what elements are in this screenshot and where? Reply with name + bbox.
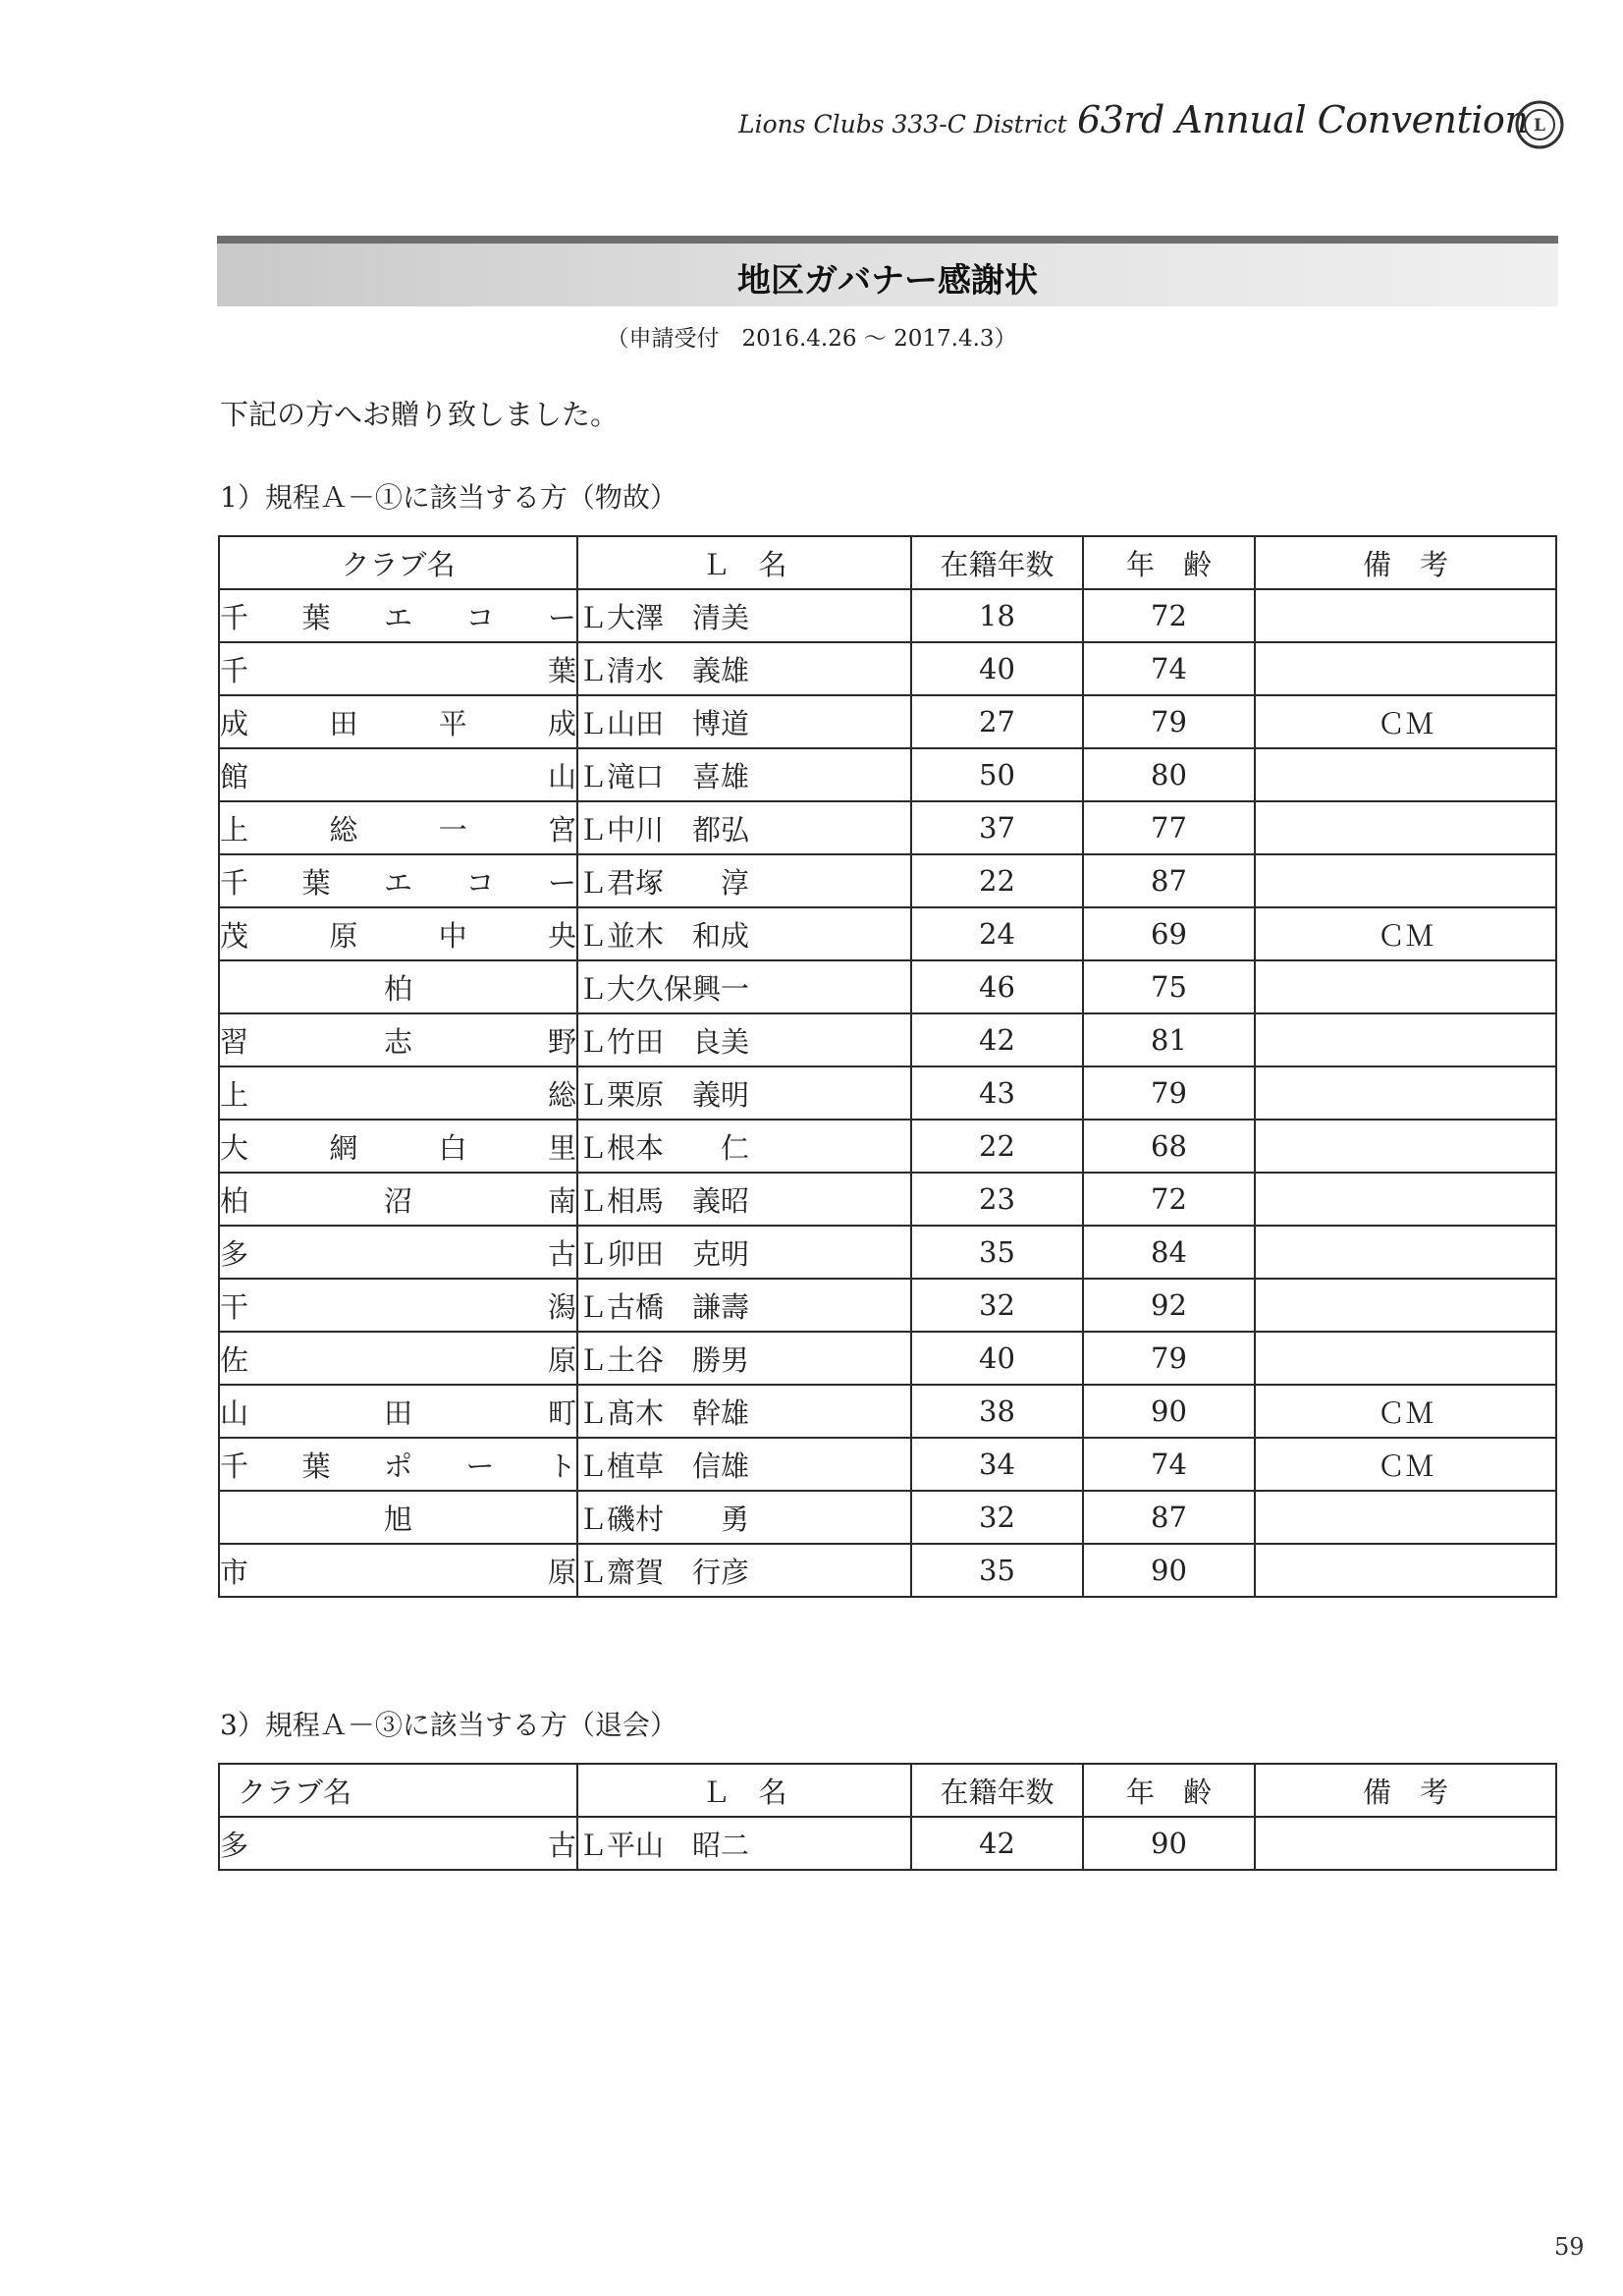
header-years: 在籍年数 — [911, 1764, 1083, 1817]
table-row — [219, 1173, 1556, 1226]
club-name: 茂 原 中 央 — [220, 918, 576, 953]
intro-text: 下記の方へお贈り致しました。 — [220, 398, 620, 431]
years-enrolled: 37 — [911, 801, 1083, 854]
note: ＣＭ — [1255, 1438, 1556, 1491]
age: 84 — [1083, 1226, 1255, 1279]
club-name: 山 田 町 — [220, 1395, 576, 1430]
member-name: Ｌ栗原 義明 — [577, 1066, 911, 1120]
header-name: Ｌ 名 — [577, 536, 911, 589]
note — [1255, 801, 1556, 854]
club-name: 千 葉 エ コ ー — [220, 865, 576, 900]
member-name: Ｌ相馬 義昭 — [577, 1173, 911, 1226]
table-row — [219, 1120, 1556, 1173]
years-enrolled: 43 — [911, 1066, 1083, 1120]
age: 72 — [1083, 589, 1255, 642]
note — [1255, 1013, 1556, 1066]
club-name-cell — [219, 695, 577, 748]
section3-heading: 3）規程Ａ－③に該当する方（退会） — [220, 1709, 677, 1741]
header-age: 年 齢 — [1083, 1764, 1255, 1817]
age: 74 — [1083, 1438, 1255, 1491]
header-name: Ｌ 名 — [577, 1764, 911, 1817]
club-name-cell — [219, 1226, 577, 1279]
table-row — [219, 1491, 1556, 1544]
note — [1255, 960, 1556, 1013]
header-note: 備 考 — [1255, 536, 1556, 589]
member-name: Ｌ竹田 良美 — [577, 1013, 911, 1066]
years-enrolled: 40 — [911, 642, 1083, 695]
years-enrolled: 38 — [911, 1385, 1083, 1438]
age: 68 — [1083, 1120, 1255, 1173]
member-name: Ｌ磯村 勇 — [577, 1491, 911, 1544]
note — [1255, 748, 1556, 801]
note — [1255, 589, 1556, 642]
table-row — [219, 1226, 1556, 1279]
table-row — [219, 1817, 1556, 1870]
note — [1255, 1544, 1556, 1597]
years-enrolled: 42 — [911, 1817, 1083, 1870]
table-row — [219, 960, 1556, 1013]
age: 92 — [1083, 1279, 1255, 1332]
club-name: 柏 — [383, 971, 412, 1006]
member-name: Ｌ植草 信雄 — [577, 1438, 911, 1491]
lions-club-emblem-icon — [1515, 100, 1564, 149]
age: 69 — [1083, 907, 1255, 960]
age: 87 — [1083, 854, 1255, 907]
years-enrolled: 50 — [911, 748, 1083, 801]
club-name-cell — [219, 1491, 577, 1544]
club-name-cell — [219, 748, 577, 801]
club-name: 千 葉 エ コ ー — [220, 600, 576, 634]
club-name: 習 志 野 — [220, 1024, 576, 1059]
club-name-cell — [219, 854, 577, 907]
table-row — [219, 589, 1556, 642]
member-name: Ｌ平山 昭二 — [577, 1817, 911, 1870]
note — [1255, 1491, 1556, 1544]
age: 90 — [1083, 1385, 1255, 1438]
club-name: 上 総 一 宮 — [220, 812, 576, 847]
header-years: 在籍年数 — [911, 536, 1083, 589]
club-name-cell — [219, 1279, 577, 1332]
club-name: 旭 — [383, 1502, 412, 1536]
years-enrolled: 34 — [911, 1438, 1083, 1491]
page-title: 地区ガバナー感謝状 — [737, 261, 1038, 301]
club-name: 多 古 — [220, 1828, 576, 1862]
note: ＣＭ — [1255, 1385, 1556, 1438]
club-name-cell — [219, 1544, 577, 1597]
club-name-cell — [219, 960, 577, 1013]
club-name-cell — [219, 1385, 577, 1438]
table-row — [219, 1066, 1556, 1120]
years-enrolled: 32 — [911, 1491, 1083, 1544]
years-enrolled: 18 — [911, 589, 1083, 642]
convention-title: 63rd Annual Convention — [1077, 98, 1529, 141]
club-name: 千 葉 — [220, 653, 576, 687]
member-name: Ｌ並木 和成 — [577, 907, 911, 960]
table-row — [219, 801, 1556, 854]
club-name: 干 潟 — [220, 1289, 576, 1324]
years-enrolled: 22 — [911, 854, 1083, 907]
years-enrolled: 22 — [911, 1120, 1083, 1173]
member-name: Ｌ清水 義雄 — [577, 642, 911, 695]
age: 81 — [1083, 1013, 1255, 1066]
table-header-row — [219, 536, 1556, 589]
years-enrolled: 42 — [911, 1013, 1083, 1066]
age: 90 — [1083, 1817, 1255, 1870]
club-name: 多 古 — [220, 1236, 576, 1271]
club-name: 柏 沼 南 — [220, 1183, 576, 1218]
years-enrolled: 40 — [911, 1332, 1083, 1385]
table-row — [219, 1385, 1556, 1438]
member-name: Ｌ齋賀 行彦 — [577, 1544, 911, 1597]
age: 72 — [1083, 1173, 1255, 1226]
age: 87 — [1083, 1491, 1255, 1544]
note: ＣＭ — [1255, 907, 1556, 960]
age: 79 — [1083, 1332, 1255, 1385]
age: 79 — [1083, 1066, 1255, 1120]
header-note: 備 考 — [1255, 1764, 1556, 1817]
note — [1255, 1279, 1556, 1332]
table-row — [219, 695, 1556, 748]
member-name: Ｌ大澤 清美 — [577, 589, 911, 642]
years-enrolled: 32 — [911, 1279, 1083, 1332]
club-name: 千 葉 ポ ー ト — [220, 1449, 576, 1483]
age: 74 — [1083, 642, 1255, 695]
years-enrolled: 35 — [911, 1226, 1083, 1279]
age: 90 — [1083, 1544, 1255, 1597]
club-name: 佐 原 — [220, 1342, 576, 1377]
member-name: Ｌ根本 仁 — [577, 1120, 911, 1173]
header-club: クラブ名 — [219, 1764, 577, 1817]
deceased-members-table — [218, 535, 1557, 1598]
years-enrolled: 46 — [911, 960, 1083, 1013]
withdrawn-members-table — [218, 1763, 1557, 1871]
club-name-cell — [219, 1332, 577, 1385]
member-name: Ｌ卯田 克明 — [577, 1226, 911, 1279]
member-name: Ｌ大久保興一 — [577, 960, 911, 1013]
table-row — [219, 1332, 1556, 1385]
age: 75 — [1083, 960, 1255, 1013]
note — [1255, 854, 1556, 907]
application-period: （申請受付 2016.4.26 ～ 2017.4.3） — [606, 326, 1017, 352]
years-enrolled: 23 — [911, 1173, 1083, 1226]
years-enrolled: 27 — [911, 695, 1083, 748]
table-row — [219, 748, 1556, 801]
note — [1255, 1817, 1556, 1870]
note — [1255, 642, 1556, 695]
club-name-cell — [219, 1817, 577, 1870]
page-number: 59 — [1554, 2233, 1585, 2261]
svg-text:L: L — [1534, 116, 1545, 136]
table-row — [219, 854, 1556, 907]
member-name: Ｌ古橋 謙壽 — [577, 1279, 911, 1332]
club-name-cell — [219, 589, 577, 642]
member-name: Ｌ土谷 勝男 — [577, 1332, 911, 1385]
header-age: 年 齢 — [1083, 536, 1255, 589]
member-name: Ｌ山田 博道 — [577, 695, 911, 748]
club-name-cell — [219, 801, 577, 854]
club-name: 市 原 — [220, 1555, 576, 1589]
club-name-cell — [219, 907, 577, 960]
club-name: 大 網 白 里 — [220, 1130, 576, 1165]
note — [1255, 1332, 1556, 1385]
club-name: 館 山 — [220, 759, 576, 793]
table-row — [219, 642, 1556, 695]
note — [1255, 1226, 1556, 1279]
member-name: Ｌ滝口 喜雄 — [577, 748, 911, 801]
title-band — [217, 236, 1558, 306]
club-name-cell — [219, 1173, 577, 1226]
member-name: Ｌ中川 都弘 — [577, 801, 911, 854]
note: ＣＭ — [1255, 695, 1556, 748]
header-club: クラブ名 — [219, 536, 577, 589]
note — [1255, 1120, 1556, 1173]
club-name-cell — [219, 642, 577, 695]
club-name-cell — [219, 1438, 577, 1491]
member-name: Ｌ髙木 幹雄 — [577, 1385, 911, 1438]
years-enrolled: 35 — [911, 1544, 1083, 1597]
table-row — [219, 1544, 1556, 1597]
note — [1255, 1066, 1556, 1120]
table-row — [219, 1279, 1556, 1332]
section1-heading: 1）規程Ａ－①に該当する方（物故） — [220, 481, 677, 514]
club-name: 上 総 — [220, 1077, 576, 1112]
club-name-cell — [219, 1066, 577, 1120]
table-header-row — [219, 1764, 1556, 1817]
note — [1255, 1173, 1556, 1226]
years-enrolled: 24 — [911, 907, 1083, 960]
district-label: Lions Clubs 333-C District — [738, 110, 1067, 138]
member-name: Ｌ君塚 淳 — [577, 854, 911, 907]
table-row — [219, 907, 1556, 960]
club-name-cell — [219, 1013, 577, 1066]
table-row — [219, 1438, 1556, 1491]
age: 80 — [1083, 748, 1255, 801]
age: 77 — [1083, 801, 1255, 854]
club-name-cell — [219, 1120, 577, 1173]
age: 79 — [1083, 695, 1255, 748]
table-row — [219, 1013, 1556, 1066]
club-name: 成 田 平 成 — [220, 706, 576, 740]
